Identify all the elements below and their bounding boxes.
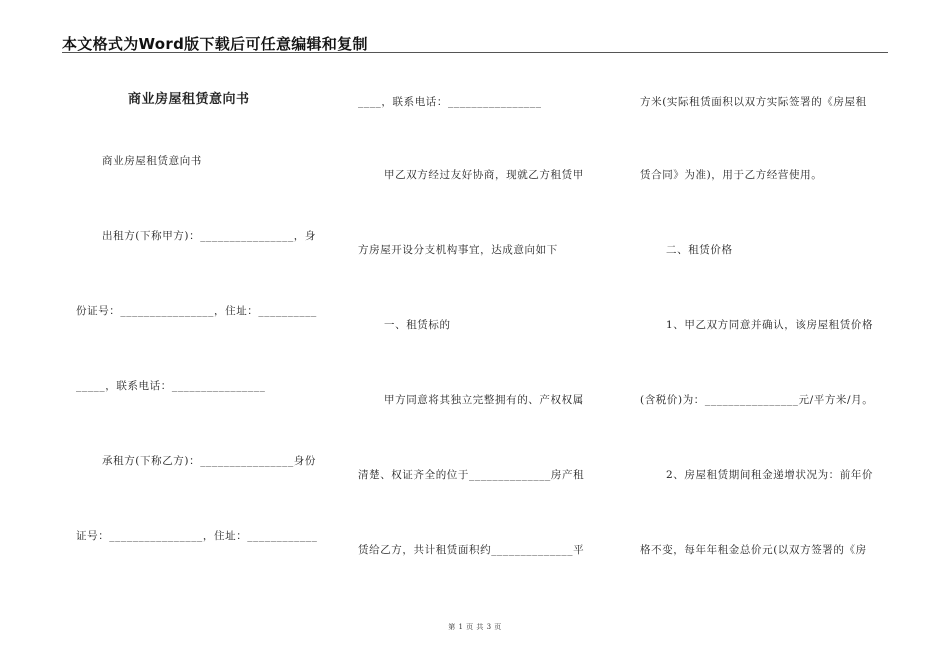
text-line: 格不变，每年年租金总价元(以双方签署的《房: [640, 544, 867, 556]
text-line: 方房屋开设分支机构事宜，达成意向如下: [358, 244, 558, 256]
header-rule: [62, 52, 888, 53]
text-line: 方米(实际租赁面积以双方实际签署的《房屋租: [640, 96, 867, 108]
text-line: 商业房屋租赁意向书: [102, 155, 202, 167]
section-heading: 二、租赁价格: [666, 244, 733, 256]
text-line: 1、甲乙双方同意并确认，该房屋租赁价格: [666, 319, 874, 331]
text-line: (含税价)为：________________元/平方米/月。: [640, 394, 874, 406]
document-title: 商业房屋租赁意向书: [128, 92, 250, 107]
text-line: 出租方(下称甲方)：________________，身: [102, 230, 316, 242]
section-heading: 一、租赁标的: [384, 319, 451, 331]
text-line: _____，联系电话：________________: [76, 380, 266, 392]
page-number: 第 1 页 共 3 页: [448, 623, 502, 631]
text-line: 清楚、权证齐全的位于______________房产租: [358, 469, 585, 481]
document-header: 本文格式为Word版下载后可任意编辑和复制: [62, 35, 368, 53]
text-line: 承租方(下称乙方)：________________身份: [102, 455, 316, 467]
text-line: 甲乙双方经过友好协商，现就乙方租赁甲: [384, 169, 584, 181]
text-line: 甲方同意将其独立完整拥有的、产权权属: [384, 394, 584, 406]
text-line: 2、房屋租赁期间租金递增状况为：前年价: [666, 469, 874, 481]
text-line: 证号：________________，住址：____________: [76, 530, 318, 542]
text-line: ____，联系电话：________________: [358, 96, 542, 108]
text-line: 份证号：________________，住址：__________: [76, 305, 317, 317]
text-line: 赁给乙方，共计租赁面积约______________平: [358, 544, 585, 556]
text-line: 赁合同》为准)，用于乙方经营使用。: [640, 169, 823, 181]
